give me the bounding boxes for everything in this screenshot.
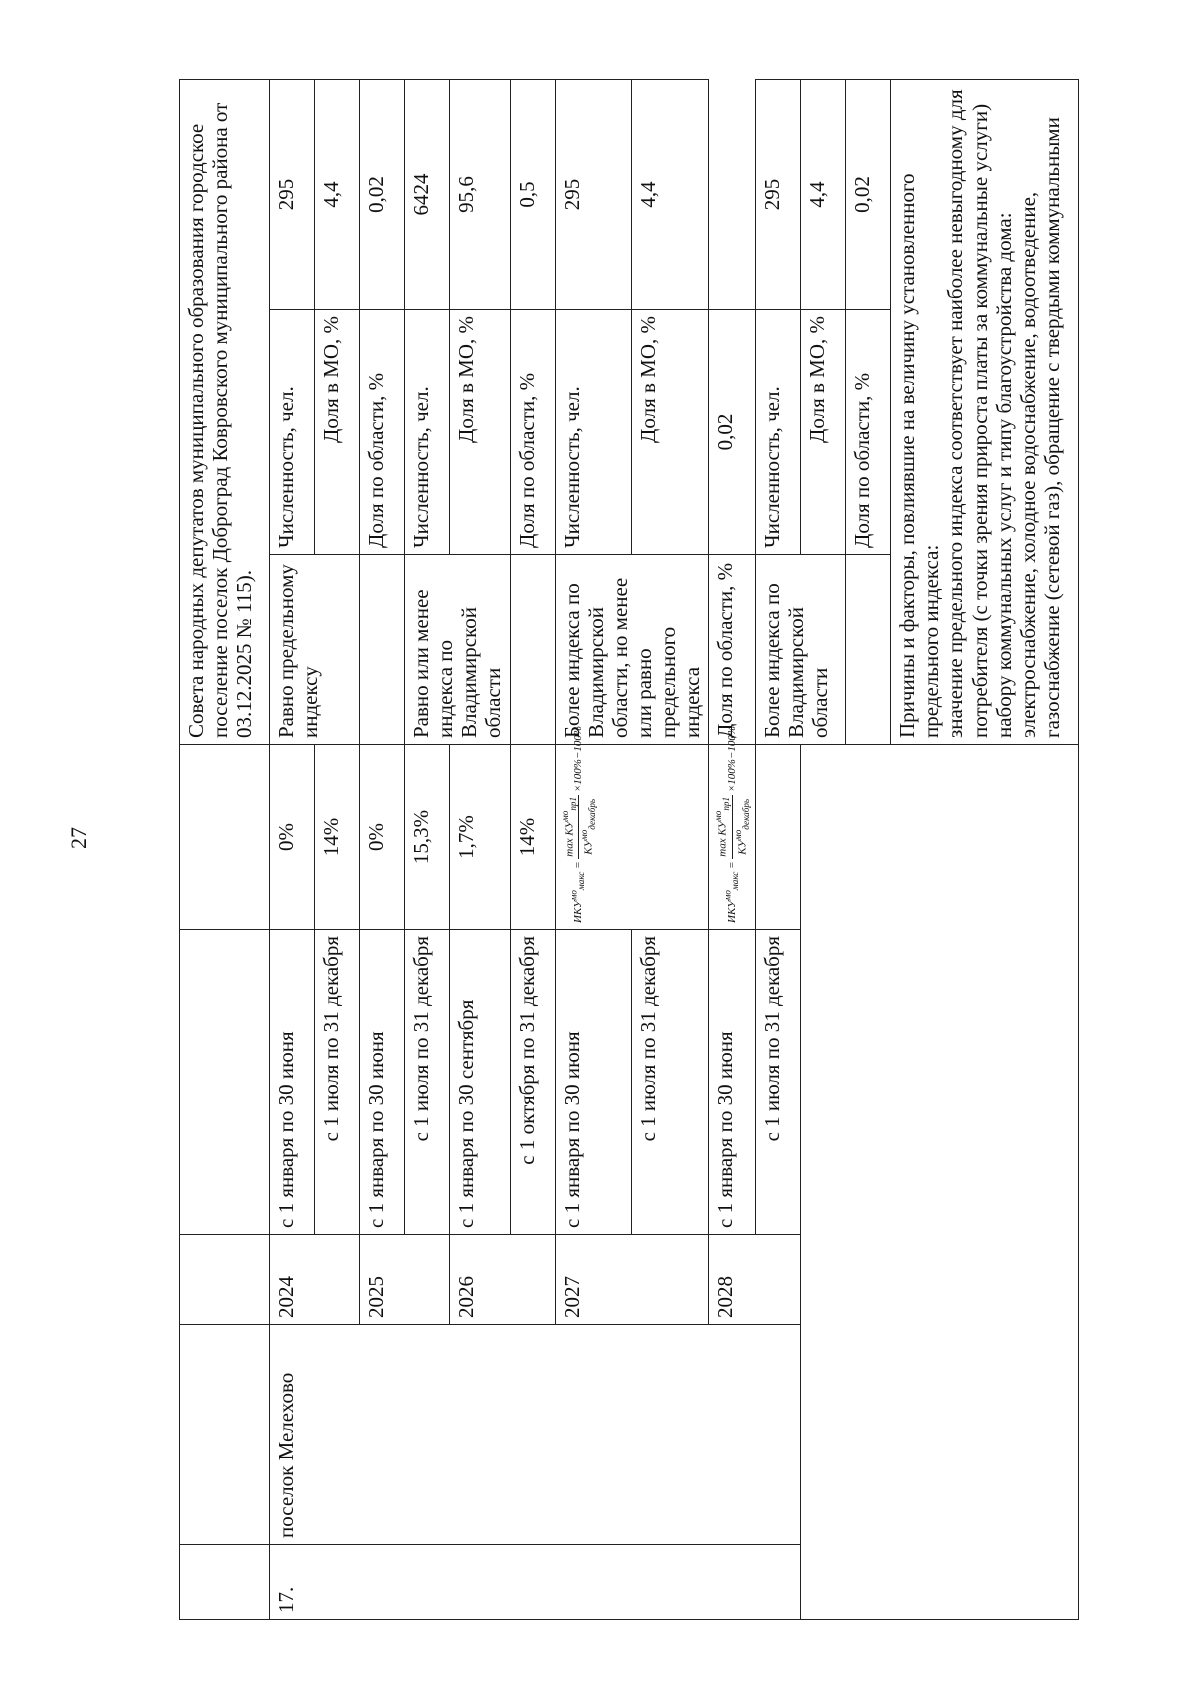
- reasons-cell: [891, 79, 1079, 744]
- blank-area: [801, 745, 1079, 1620]
- metric-value: 4,4: [801, 79, 846, 309]
- metric-value: 95,6: [450, 79, 511, 309]
- page-number: 27: [66, 827, 91, 849]
- metric-value: 6424: [405, 79, 450, 309]
- reasons-title: Причины и факторы, повлиявшие на величину установленного предельного индекса:: [895, 173, 944, 738]
- metric-label: Доля по области, %: [709, 555, 756, 745]
- metric-label: Численность, чел.: [555, 310, 632, 555]
- blank-cell: [180, 745, 270, 930]
- period-cell: с 1 июля по 31 декабря: [632, 930, 709, 1235]
- index-value: 0%: [360, 745, 405, 930]
- metric-label: Доля в МО, %: [450, 310, 511, 555]
- metric-label: Доля в МО, %: [632, 310, 709, 555]
- metric-label: Доля в МО, %: [801, 310, 846, 555]
- metric-value: 295: [270, 79, 315, 309]
- formula-cell: [709, 725, 756, 930]
- group-label: Более индекса по Владимирской области, но менее или равно предельного индекса: [555, 555, 709, 745]
- period-cell: с 1 января по 30 июня: [555, 930, 632, 1235]
- metric-value: 295: [756, 79, 801, 309]
- metric-value: 0,02: [846, 79, 891, 309]
- blank-cell: [180, 1325, 270, 1545]
- blank-cell: [180, 1235, 270, 1325]
- metric-value: 4,4: [315, 79, 360, 309]
- reasons-text: значение предельного индекса соответствует наиболее невыгодному для потребителя (с точки зрения прироста платы за коммунальные услуги) набору коммунальных услуг и типу благоустройства дома: электроснабжение, холодное водоснабжение, водоотведение, газоснабжение (сетевой газ), обращение с твердыми коммунальными: [943, 89, 1065, 738]
- period-cell: с 1 июля по 31 декабря: [405, 930, 450, 1235]
- row-index: 17.: [270, 1545, 801, 1620]
- group-label-empty: [846, 555, 891, 745]
- resolution-reference: Совета народных депутатов муниципального образования городское поселение поселок Доброград Ковровского муниципального района от 03.12.2025 № 115).: [180, 79, 270, 744]
- metric-label: Численность, чел.: [270, 310, 315, 555]
- index-formula: $ИКУ^{мо}_{макс}$ = $\max КУ^{мо}_{пр1}$ $КУ^{мо}_{декабрь}$ ×100%−100%: [559, 725, 597, 923]
- metric-value: 295: [555, 79, 632, 309]
- metric-label: Численность, чел.: [405, 310, 450, 555]
- blank-cell: [180, 930, 270, 1235]
- metric-label: Численность, чел.: [756, 310, 801, 555]
- group-label: Равно или менее индекса по Владимирской области: [405, 555, 511, 745]
- metric-value: 0,02: [360, 79, 405, 309]
- period-cell: с 1 января по 30 июня: [709, 930, 756, 1235]
- year-cell: 2024: [270, 1235, 360, 1325]
- metric-label: Доля по области, %: [846, 310, 891, 555]
- metric-label: Доля по области, %: [360, 310, 405, 555]
- index-value-empty: [756, 745, 801, 930]
- period-cell: с 1 января по 30 сентября: [450, 930, 511, 1235]
- metric-value: 0,02: [709, 310, 756, 555]
- year-cell: 2028: [709, 1235, 801, 1325]
- metric-label: Доля по области, %: [510, 310, 555, 555]
- index-value: 14%: [510, 745, 555, 930]
- index-formula: $ИКУ^{мо}_{макс}$ = $\max КУ^{мо}_{пр1}$ $КУ^{мо}_{декабрь}$ ×100%−100%: [713, 725, 751, 923]
- year-cell: 2026: [450, 1235, 556, 1325]
- index-value: 0%: [270, 745, 315, 930]
- year-cell: 2025: [360, 1235, 450, 1325]
- period-cell: с 1 января по 30 июня: [360, 930, 405, 1235]
- formula-cell: [555, 725, 709, 930]
- period-cell: с 1 января по 30 июня: [270, 930, 315, 1235]
- group-label-empty: [510, 555, 555, 745]
- period-cell: с 1 июля по 31 декабря: [756, 930, 801, 1235]
- tariff-index-table: [179, 79, 1079, 1620]
- index-value: 15,3%: [405, 745, 450, 930]
- rotated-table-container: [179, 80, 1079, 1620]
- period-cell: с 1 октября по 31 декабря: [510, 930, 555, 1235]
- metric-value: 0,5: [510, 79, 555, 309]
- group-label: Более индекса по Владимирской области: [756, 555, 846, 745]
- metric-value: 4,4: [632, 79, 709, 309]
- period-cell: с 1 июля по 31 декабря: [315, 930, 360, 1235]
- group-label-empty: [360, 555, 405, 745]
- year-cell: 2027: [555, 1235, 709, 1325]
- index-value: 1,7%: [450, 745, 511, 930]
- index-value: 14%: [315, 745, 360, 930]
- blank-cell: [180, 1545, 270, 1620]
- settlement-name: поселок Мелехово: [270, 1325, 801, 1545]
- group-label: Равно предельному индексу: [270, 555, 360, 745]
- metric-label: Доля в МО, %: [315, 310, 360, 555]
